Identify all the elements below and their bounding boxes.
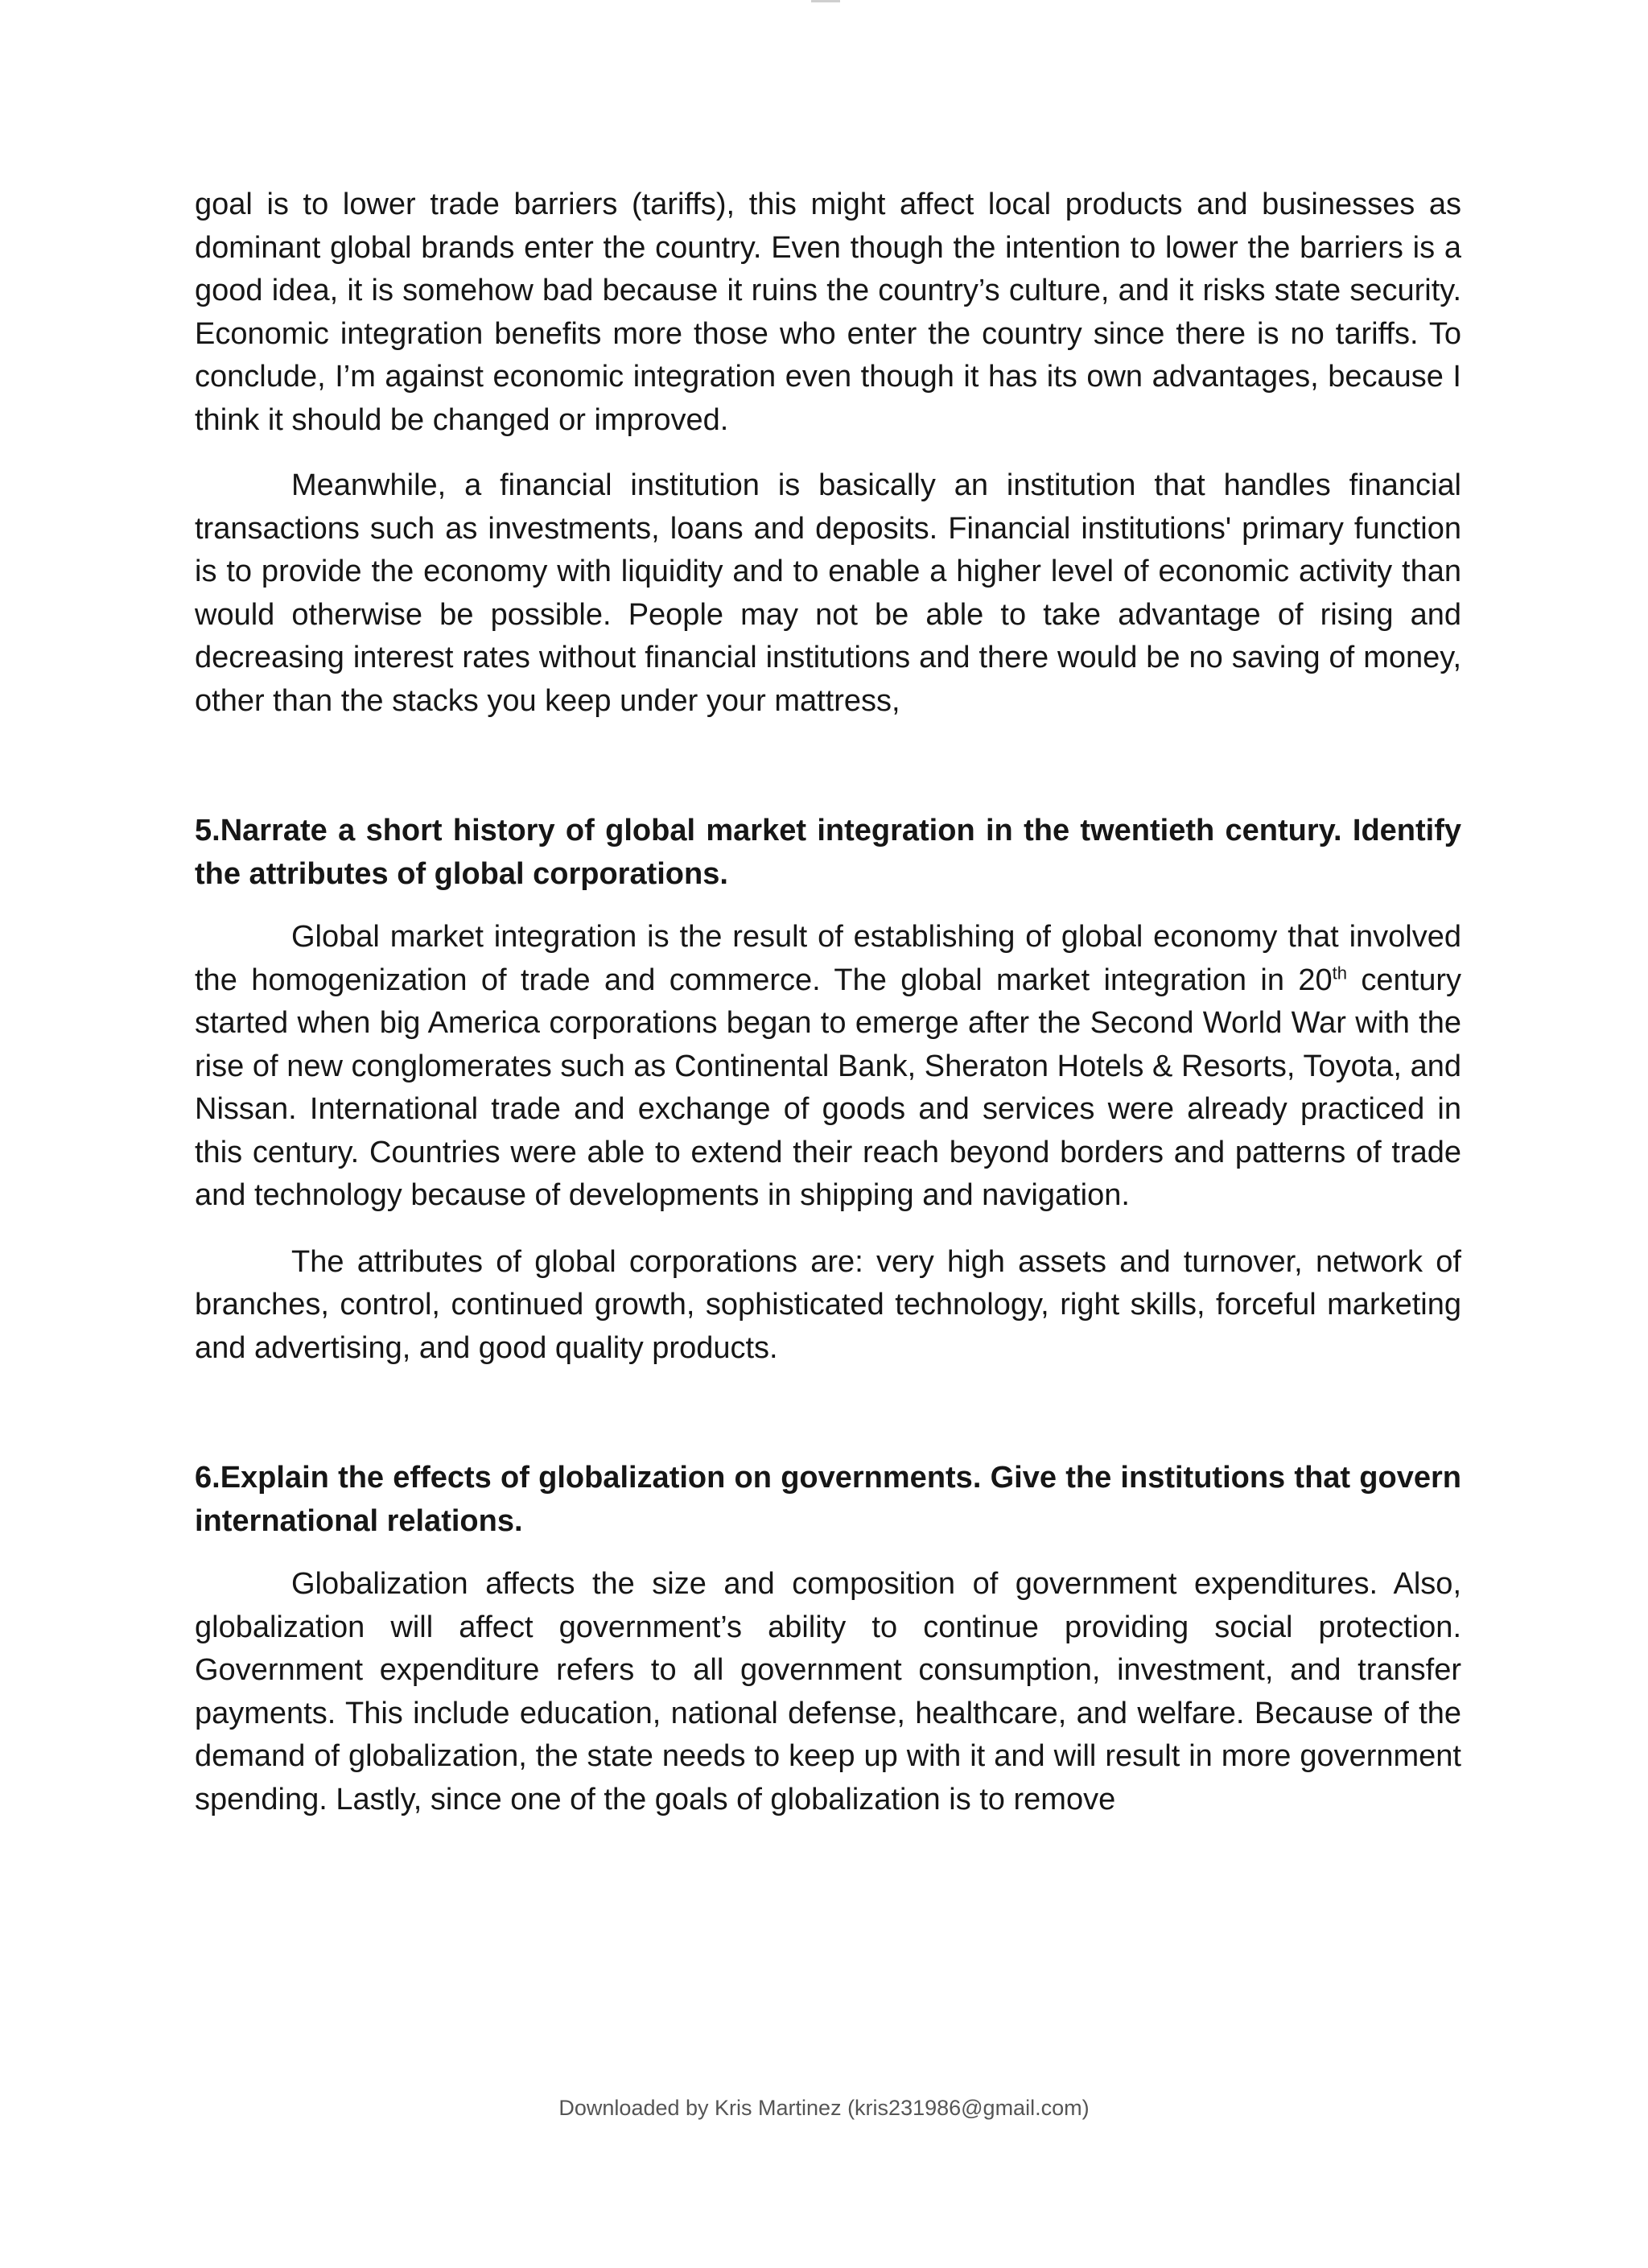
question-6-heading: 6.Explain the effects of globalization on governments. Give the institutions that govern international relations. xyxy=(195,1461,1461,1538)
paragraph-financial-institution: Meanwhile, a financial institution is basically an institution that handles financial transactions such as investments, loans and deposits. Financial institutions' primary function is to provide the economy with liquidity and to enable a higher level of economic activity than would otherwise be possible. People may not be able to take advantage of rising and decreasing interest rates without financial institutions and there would be no saving of money, other than the stacks you keep under your mattress, xyxy=(195,468,1461,718)
history-text-part-2: century started when big America corporations began to emerge after the Second World War with the rise of new conglomerates such as Continental Bank, Sheraton Hotels & Resorts, Toyota, and Nissan. International trade and exchange of goods and services were already practiced in this century. Countries were able to extend their reach beyond borders and patterns of trade and technology because of developments in shipping and navigation. xyxy=(195,963,1461,1212)
document-body xyxy=(195,184,1461,1821)
paragraph-global-market-history xyxy=(195,916,1461,1218)
paragraph-globalization-governments: Globalization affects the size and composition of government expenditures. Also, globalization will affect government’s ability to continue providing social protection. Government expenditure refers to all government consumption, investment, and transfer payments. This include education, national defense, healthcare, and welfare. Because of the demand of globalization, the state needs to keep up with it and will result in more government spending. Lastly, since one of the goals of globalization is to remove xyxy=(195,1567,1461,1816)
question-5-heading: 5.Narrate a short history of global market integration in the twentieth century. Identify the attributes of global corporations. xyxy=(195,814,1461,891)
paragraph-corporation-attributes: The attributes of global corporations are: very high assets and turnover, network of branches, control, continued growth, sophisticated technology, right skills, forceful marketing and advertising, and good quality products. xyxy=(195,1244,1461,1365)
page-top-mark xyxy=(811,0,840,2)
paragraph-economic-integration: goal is to lower trade barriers (tariffs), this might affect local products and businesses as dominant global brands enter the country. Even though the intention to lower the barriers is a good idea, it is somehow bad because it ruins the country’s culture, and it risks state security. Economic integration benefits more those who enter the country since there is no tariffs. To conclude, I’m against economic integration even though it has its own advantages, because I think it should be changed or improved. xyxy=(195,188,1461,437)
history-text-part-1: Global market integration is the result of establishing of global economy that involved the homogenization of trade and commerce. The global market integration in 20 xyxy=(195,920,1461,997)
ordinal-superscript: th xyxy=(1332,962,1347,983)
download-footer: Downloaded by Kris Martinez (kris231986@gmail.com) xyxy=(558,2096,1090,2120)
